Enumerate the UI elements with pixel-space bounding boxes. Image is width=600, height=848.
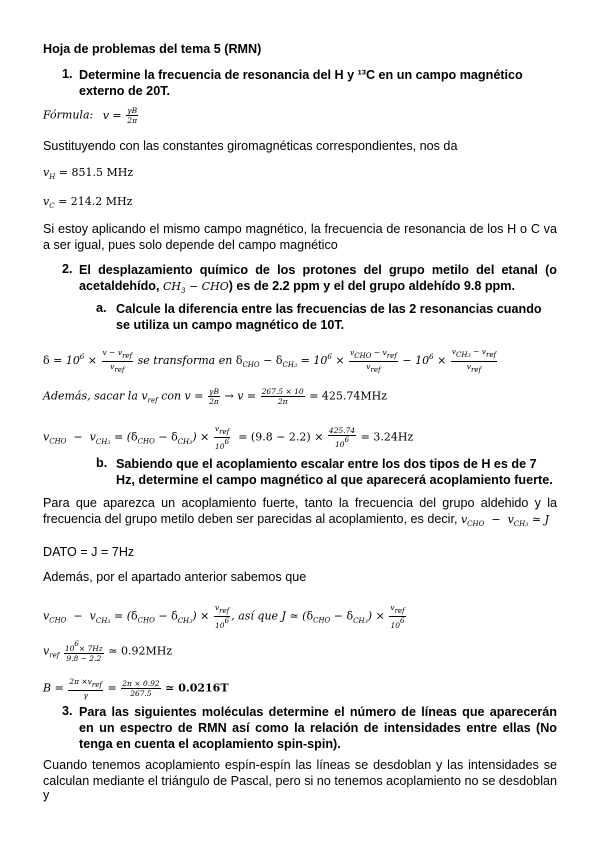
vref-result-equation: $v_{ref}$ $\frac{106\times 7Hz}{9.8 - 2.2}$ ≃ 0.92MHz [43, 640, 173, 663]
question-1-text: Determine la frecuencia de resonancia del H y ¹³C en un campo magnético externo de 20T. [79, 68, 523, 98]
question-1-number: 1. [62, 67, 73, 81]
page-title: Hoja de problemas del tema 5 (RMN) [43, 42, 262, 56]
formula-label: Fórmula: [43, 108, 94, 122]
vH-value: = 851.5 MHz [58, 166, 134, 179]
question-2-text: El desplazamiento químico de los protones del grupo metilo del etanal (o acetaldehído, $CH_3 - CHO$) es de 2.2 ppm y el del grupo aldehído 9.8 ppm. [79, 263, 557, 295]
difference-equation: $v_{CHO} - v_{CH3} = (\delta_{CHO} - \delta_{CH3})$ × $\frac{\text{vref}}{106}$ = (9.8 − 2.2) × $\frac{425.74}{106}$ = 3.24Hz [43, 424, 414, 451]
q3-paragraph-line1: Cuando tenemos acoplamiento espín-espín las líneas se desdoblan y las intensidades se [43, 758, 557, 772]
vC-equation: $v_C = 214.2$ MHz [43, 195, 133, 210]
vH-equation: $v_H = 851.5$ MHz [43, 166, 134, 181]
question-2a-letter: a. [96, 301, 107, 315]
question-2-number: 2. [62, 262, 73, 276]
transforma-text: se transforma en [137, 354, 233, 367]
vC-value: = 214.2 MHz [58, 195, 133, 208]
question-3-number: 3. [62, 704, 73, 718]
formula-line: Fórmula: v = $\frac{\gamma B}{2\pi}$ [43, 106, 138, 125]
dato-line: DATO = J = 7Hz [43, 545, 135, 559]
question-3-text: Para las siguientes moléculas determine el número de líneas que aparecerán en un espectro de RMN así como la relación de intensidades entre ellas (No tenga en cuenta el acoplamiento spin-spin). [79, 705, 557, 751]
q1-conclusion: Si estoy aplicando el mismo campo magnético, la frecuencia de resonancia de los H o C va a ser igual, pues solo depende del campo magnético [43, 222, 557, 252]
coupling-paragraph-line2: frecuencia del grupo metilo deben ser parecidas al acoplamiento, es decir, $v_{CHO} - v_{CH3}$ ≃ J [43, 512, 550, 528]
coupling-paragraph-line1: Para que aparezca un acoplamiento fuerte, tanto la frecuencia del grupo aldehido y la [43, 496, 557, 510]
ademas-line: Además, por el apartado anterior sabemos que [43, 570, 307, 584]
question-2b-text: Sabiendo que el acoplamiento escalar entre los dos tipos de H es de 7 Hz, determine el campo magnético al que aparecerá acoplamiento fuerte. [116, 457, 553, 487]
q3-paragraph-line2: calculan mediante el triángulo de Pascal, pero si no tenemos acoplamiento no se desdoblan y [43, 774, 557, 802]
vref-equation: Además, sacar la $v_{ref}$ con v = $\frac{\gamma B}{2\pi}$ → v = $\frac{267.5 \times 10}{2\pi}$ = 425.74MHz [43, 387, 388, 406]
delta-equation: $\delta = 10^6$ × $\frac{\text{v − vref}}{\text{vref}}$ se transforma en $\delta_{CHO} - \delta_{CH3} = 10^6$ × $\frac{\text{vCHO − vref}}{\text{vref}}$ − $10^6$ × $\frac{\text{vCH3 − vref}}{\text{vref}}$ [43, 347, 497, 374]
substitution-text: Sustituyendo con las constantes giromagnéticas correspondientes, nos da [43, 139, 458, 153]
B-result-equation: B = $\frac{\text{2π ×vref}}{\gamma}$ = $\frac{2\pi \times 0.92}{267.5}$ ≃ 0.0216T [43, 677, 229, 700]
relation-equation: $v_{CHO} - v_{CH3} = (\delta_{CHO} - \delta_{CH3})$ × $\frac{\text{vref}}{106}$ , así que J ≃ $(\delta_{CHO} - \delta_{CH3})$ × $\frac{\text{vref}}{106}$ [43, 603, 405, 630]
question-2b-letter: b. [96, 456, 108, 470]
question-2a-text: Calcule la diferencia entre las frecuencias de las 2 resonancias cuando se utiliza un campo magnético de 10T. [116, 302, 542, 332]
